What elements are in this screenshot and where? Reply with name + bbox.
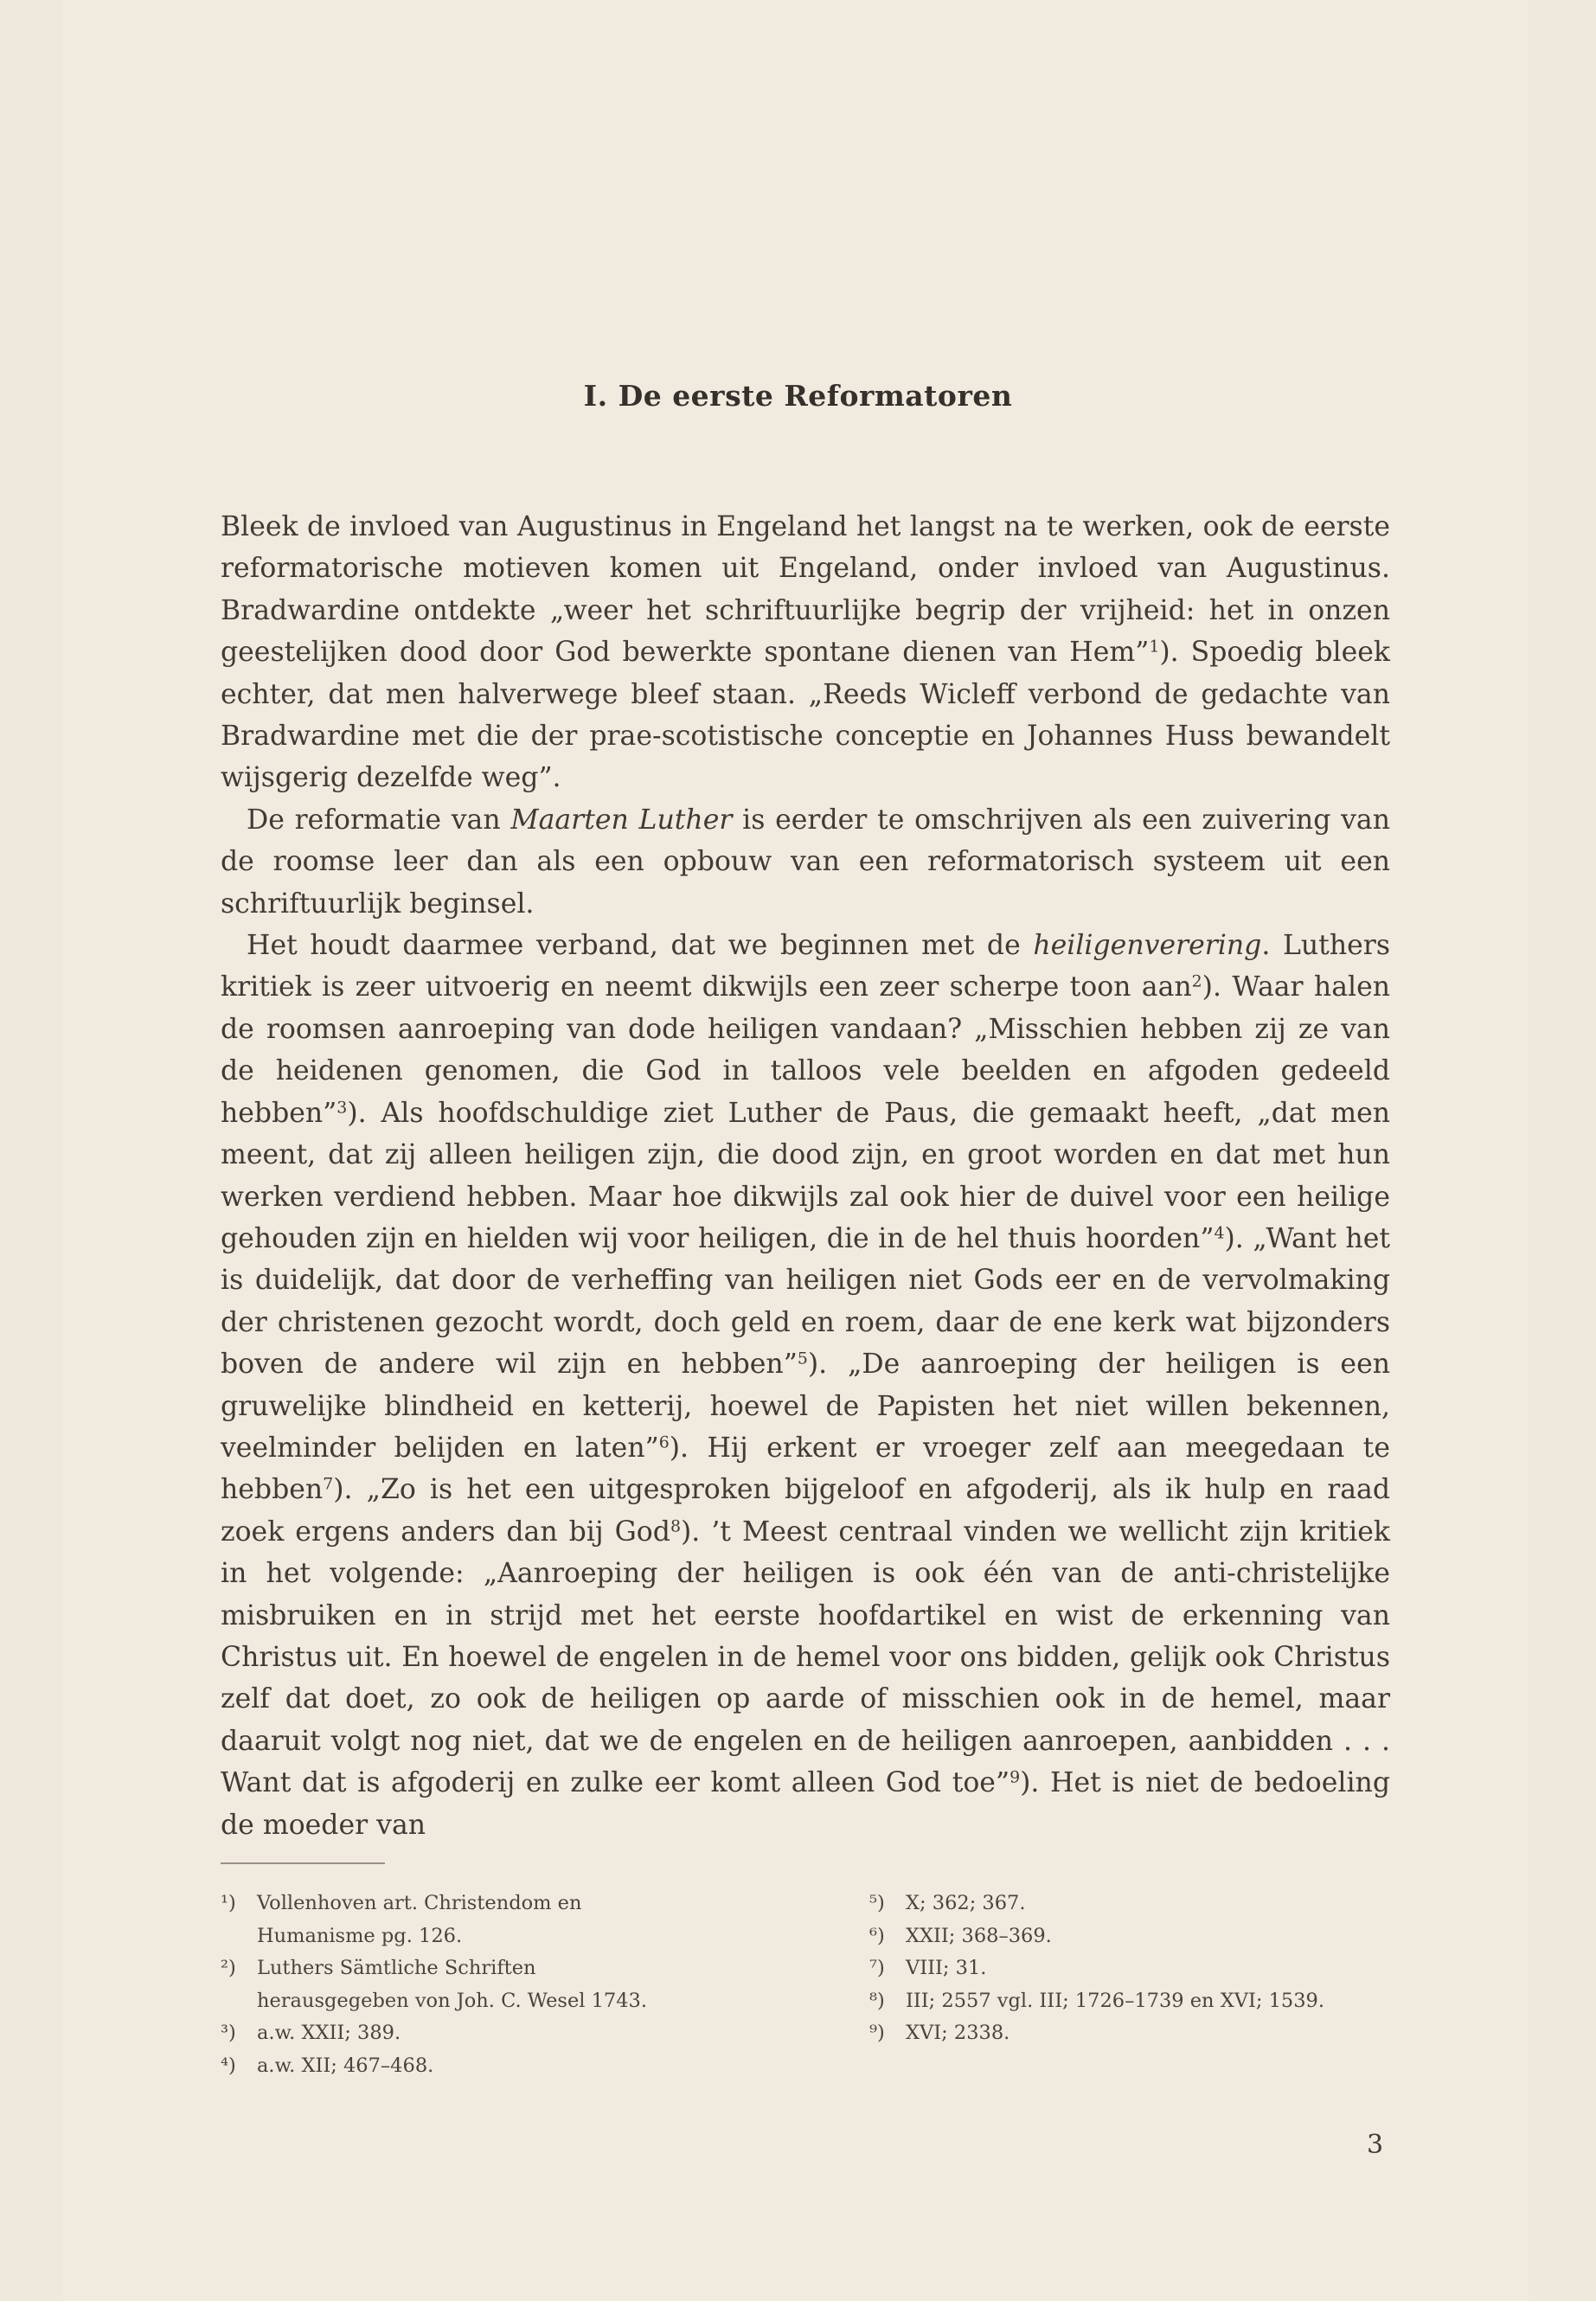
footnote-ref: 2 <box>1191 972 1202 992</box>
footnote-divider <box>221 1862 385 1864</box>
footnote-marker: ³) <box>221 2022 236 2044</box>
text-run: ). „De aanroeping der heiligen is een gruwelijke blindheid en ketterij, hoewel de Papisten het niet willen bekennen, veelminder belijden en laten” <box>221 1349 1390 1464</box>
text-run: is eerder te omschrijven als een zuivering van de roomse leer dan als een opbouw van een reformatorisch systeem uit een schriftuurlijk beginsel. <box>221 804 1390 920</box>
footnote <box>869 1920 1354 1953</box>
footnote-marker: ⁴) <box>221 2054 236 2077</box>
footnote <box>869 1985 1354 2018</box>
footnote-marker: ⁶) <box>869 1924 885 1947</box>
footnote <box>221 2017 688 2050</box>
footnote-ref: 7 <box>323 1474 334 1494</box>
footnote-text: Luthers Sämtliche Schriften herausgegeben von Joh. C. Wesel 1743. <box>257 1957 648 2012</box>
footnote-text: a.w. XII; 467–468. <box>257 2054 434 2077</box>
italic-term: heiligenverering <box>1033 930 1262 962</box>
footnote-marker: ⁹) <box>869 2022 885 2044</box>
footnote-text: XXII; 368–369. <box>906 1924 1052 1947</box>
footnotes-right <box>869 1888 1354 2050</box>
footnote-marker: ⁵) <box>869 1892 885 1914</box>
text-run: ). Hij erkent er vroeger zelf aan meegedaan te hebben <box>221 1432 1390 1506</box>
footnote-ref: 3 <box>337 1098 348 1118</box>
text-run: De reformatie van <box>247 804 511 836</box>
text-run: Bleek de invloed van Augustinus in Engeland het langst na te werken, ook de eerste reformatorische motieven komen uit Engeland, onder invloed van Augustinus. Bradwardine ontdekte „weer het schriftuurlijke begrip der vrijheid: het in onzen geestelijken dood door God bewerkte spontane dienen van Hem” <box>221 511 1390 669</box>
footnote-ref: 6 <box>658 1433 670 1452</box>
text-run: ). „Zo is het een uitgesproken bijgeloof en afgoderij, als ik hulp en raad zoek ergens anders dan bij God <box>221 1474 1390 1548</box>
footnote <box>221 1952 688 2017</box>
footnotes-left <box>221 1888 688 2082</box>
footnote-ref: 1 <box>1149 637 1160 657</box>
footnote <box>869 1888 1354 1920</box>
footnote-text: III; 2557 vgl. III; 1726–1739 en XVI; 1539. <box>906 1989 1325 2012</box>
paragraph <box>221 925 1390 1846</box>
body-text <box>221 506 1390 1846</box>
footnote-marker: ⁸) <box>869 1989 885 2012</box>
text-run: ). Spoedig bleek echter, dat men halverwege bleef staan. „Reeds Wicleff verbond de gedachte van Bradwardine met die der prae-scotistische conceptie en Johannes Huss bewandelt wijsgerig dezelfde weg”. <box>221 637 1390 794</box>
footnote-text: a.w. XXII; 389. <box>257 2022 401 2044</box>
text-run: Het houdt daarmee verband, dat we beginnen met de <box>247 930 1034 962</box>
text-run: ). ’t Meest centraal vinden we wellicht zijn kritiek in het volgende: „Aanroeping der heiligen is ook één van de anti-christelijke misbruiken en in strijd met het eerste hoofdartikel en wist de erkenning van Christus uit. En hoewel de engelen in de hemel voor ons bidden, gelijk ook Christus zelf dat doet, zo ook de heiligen op aarde of misschien ook in de hemel, maar daaruit volgt nog niet, dat we de engelen en de heiligen aanroepen, aanbidden . . . Want dat is afgoderij en zulke eer komt alleen God toe” <box>221 1516 1390 1799</box>
footnote <box>869 2017 1354 2050</box>
footnote-marker: ⁷) <box>869 1957 885 1979</box>
footnote-text: XVI; 2338. <box>906 2022 1010 2044</box>
footnote-ref: 9 <box>1010 1767 1021 1787</box>
footnote-text: X; 362; 367. <box>906 1892 1026 1914</box>
text-run: ). „Want het is duidelijk, dat door de verheffing van heiligen niet Gods eer en de vervolmaking der christenen gezocht wordt, doch geld en roem, daar de ene kerk wat bijzonders boven de andere wil zijn en hebben” <box>221 1222 1390 1381</box>
text-run: ). Het is niet de bedoeling de moeder van <box>221 1767 1390 1841</box>
footnote-marker: ²) <box>221 1957 236 1979</box>
footnote-text: VIII; 31. <box>906 1957 987 1979</box>
footnote <box>221 2050 688 2083</box>
footnote-marker: ¹) <box>221 1892 236 1914</box>
text-run: ). Als hoofdschuldige ziet Luther de Paus, die gemaakt heeft, „dat men meent, dat zij alleen heiligen zijn, die dood zijn, en groot worden en dat met hun werken verdiend hebben. Maar hoe dikwijls zal ook hier de duivel voor een heilige gehouden zijn en hielden wij voor heiligen, die in de hel thuis hoorden” <box>221 1097 1390 1254</box>
text-run: . Luthers kritiek is zeer uitvoerig en neemt dikwijls een zeer scherpe toon aan <box>221 930 1390 1003</box>
footnote <box>221 1888 688 1952</box>
italic-term: Maarten Luther <box>510 804 733 836</box>
footnote-ref: 5 <box>797 1349 808 1368</box>
chapter-heading: I. De eerste Reformatoren <box>583 379 1013 413</box>
footnote-text: Vollenhoven art. Christendom en Humanisme pg. 126. <box>257 1892 582 1947</box>
page-number: 3 <box>1367 2130 1384 2160</box>
text-run: ). Waar halen de roomsen aanroeping van dode heiligen vandaan? „Misschien hebben zij ze van de heidenen genomen, die God in talloos vele beelden en afgoden gedeeld hebben” <box>221 971 1390 1129</box>
paragraph <box>221 799 1390 925</box>
footnote <box>869 1952 1354 1985</box>
footnote-ref: 4 <box>1214 1223 1225 1243</box>
paragraph <box>221 506 1390 799</box>
footnote-ref: 8 <box>670 1516 681 1536</box>
